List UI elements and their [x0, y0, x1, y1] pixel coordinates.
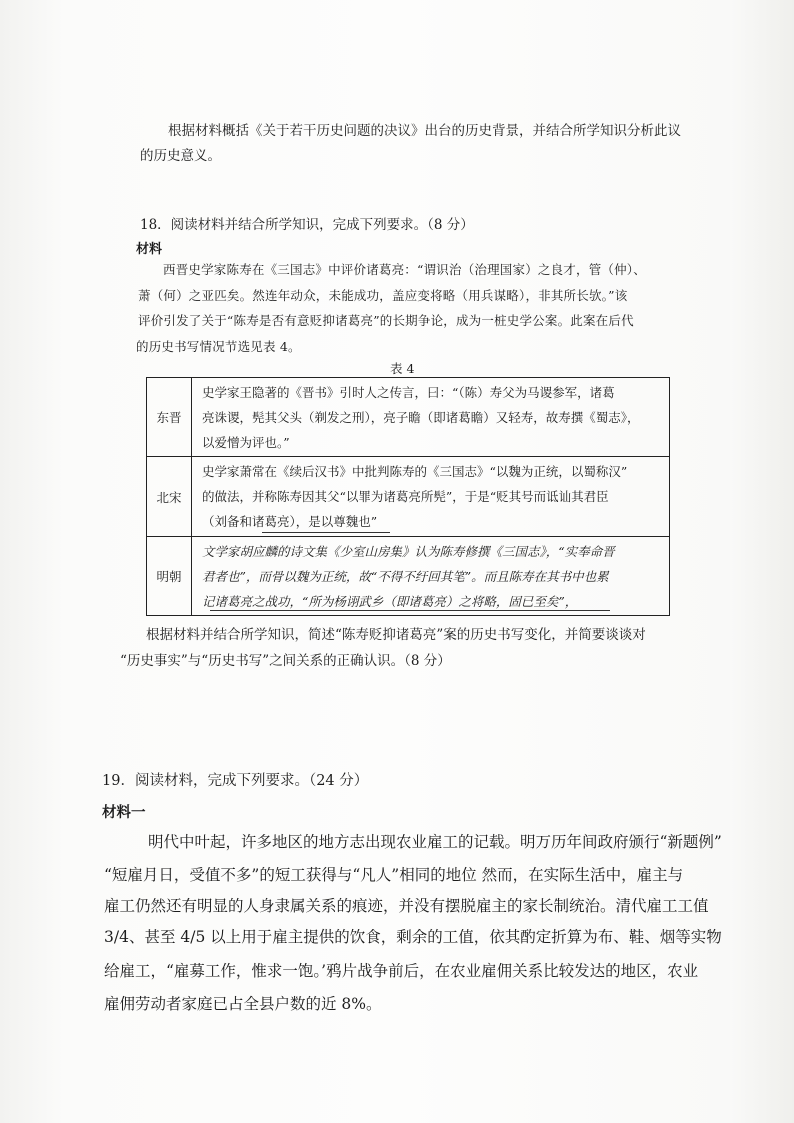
handwritten-underline	[262, 532, 390, 533]
q18-material-label: 材料	[136, 242, 163, 257]
era-cell: 明朝	[147, 537, 192, 615]
cell-line: 君者也”，而骨以魏为正统，故“不得不纡回其笔”。而且陈寿在其书中也累	[202, 569, 609, 584]
table-row	[147, 537, 669, 615]
q18-paragraph-line: 萧（何）之亚匹矣。然连年动众，未能成功，盖应变将略（用兵谋略），非其所长欤。”该	[138, 288, 628, 303]
q18-paragraph-line: 的历史书写情况节选见表 4。	[136, 339, 301, 354]
q18-title: 18．阅读材料并结合所学知识，完成下列要求。（8 分）	[140, 217, 474, 233]
q19-material-line: 雇工仍然还有明显的人身隶属关系的痕迹，并没有摆脱雇主的家长制统治。清代雇工工值	[104, 897, 709, 915]
q19-title: 19．阅读材料，完成下列要求。（24 分）	[102, 773, 369, 789]
table-row	[147, 457, 669, 537]
table-caption: 表 4	[390, 361, 415, 376]
cell-line: （刘备和诸葛亮），是以尊魏也”	[202, 514, 378, 529]
q17-prompt-continued: 的历史意义。	[140, 148, 221, 164]
cell-line: 以爱憎为评也。”	[202, 435, 290, 450]
history-writing-table	[146, 377, 670, 616]
content-cell	[202, 380, 640, 455]
era-cell: 北宋	[147, 457, 192, 536]
q18-paragraph-line: 西晋史学家陈寿在《三国志》中评价诸葛亮：“谓识治（治理国家）之良才，管（仲）、	[163, 262, 646, 277]
q19-material-line: 给雇工，“雇募工作，惟求一饱。’鸦片战争前后，在农业雇佣关系比较发达的地区，农业	[104, 962, 699, 980]
cell-line: 亮诛谡，髡其父头（剃发之刑），亮子瞻（即诸葛瞻）又轻寿，故寿撰《蜀志》，	[202, 410, 640, 425]
q19-material-line: 雇佣劳动者家庭已占全县户数的近 8%。	[104, 995, 382, 1013]
cell-line: 记诸葛亮之战功，“所为杨诩武乡（即诸葛亮）之将略，固已至矣”，	[202, 594, 578, 609]
q19-material-label: 材料一	[102, 804, 146, 821]
content-cell	[202, 459, 627, 534]
q18-question-line: “历史事实”与“历史书写”之间关系的正确认识。（8 分）	[120, 653, 451, 669]
era-cell: 东晋	[147, 378, 192, 456]
cell-line: 史学家王隐著的《晋书》引时人之传言，曰：“（陈）寿父为马谡参军，诸葛	[202, 385, 615, 400]
table-row	[147, 378, 669, 457]
content-cell	[202, 539, 615, 614]
cell-line: 文学家胡应麟的诗文集《少室山房集》认为陈寿修撰《三国志》，“实奉命晋	[202, 544, 615, 559]
q19-material-line: 3/4、甚至 4/5 以上用于雇主提供的饮食，剩余的工值，依其酌定折算为布、鞋、烟等实物	[104, 928, 722, 946]
q19-material-line: “短雇月日，受值不多”的短工获得与“凡人”相同的地位 然而，在实际生活中，雇主与	[104, 866, 684, 884]
cell-line: 史学家萧常在《续后汉书》中批判陈寿的《三国志》“以魏为正统，以蜀称汉”	[202, 464, 628, 479]
handwritten-underline	[210, 610, 610, 611]
q19-material-line: 明代中叶起，许多地区的地方志出现农业雇工的记载。明万历年间政府颁行“新题例”	[148, 833, 722, 851]
q18-paragraph-line: 评价引发了关于“陈寿是否有意贬抑诸葛亮”的长期争论，成为一桩史学公案。此案在后代	[138, 313, 634, 328]
cell-line: 的做法，并称陈寿因其父“以罪为诸葛亮所髡”，于是“贬其号而诋讪其君臣	[202, 489, 609, 504]
q18-question-line: 根据材料并结合所学知识，简述“陈寿贬抑诸葛亮”案的历史书写变化，并简要谈谈对	[146, 627, 646, 643]
q17-prompt: 根据材料概括《关于若干历史问题的决议》出台的历史背景，并结合所学知识分析此议	[168, 123, 681, 139]
